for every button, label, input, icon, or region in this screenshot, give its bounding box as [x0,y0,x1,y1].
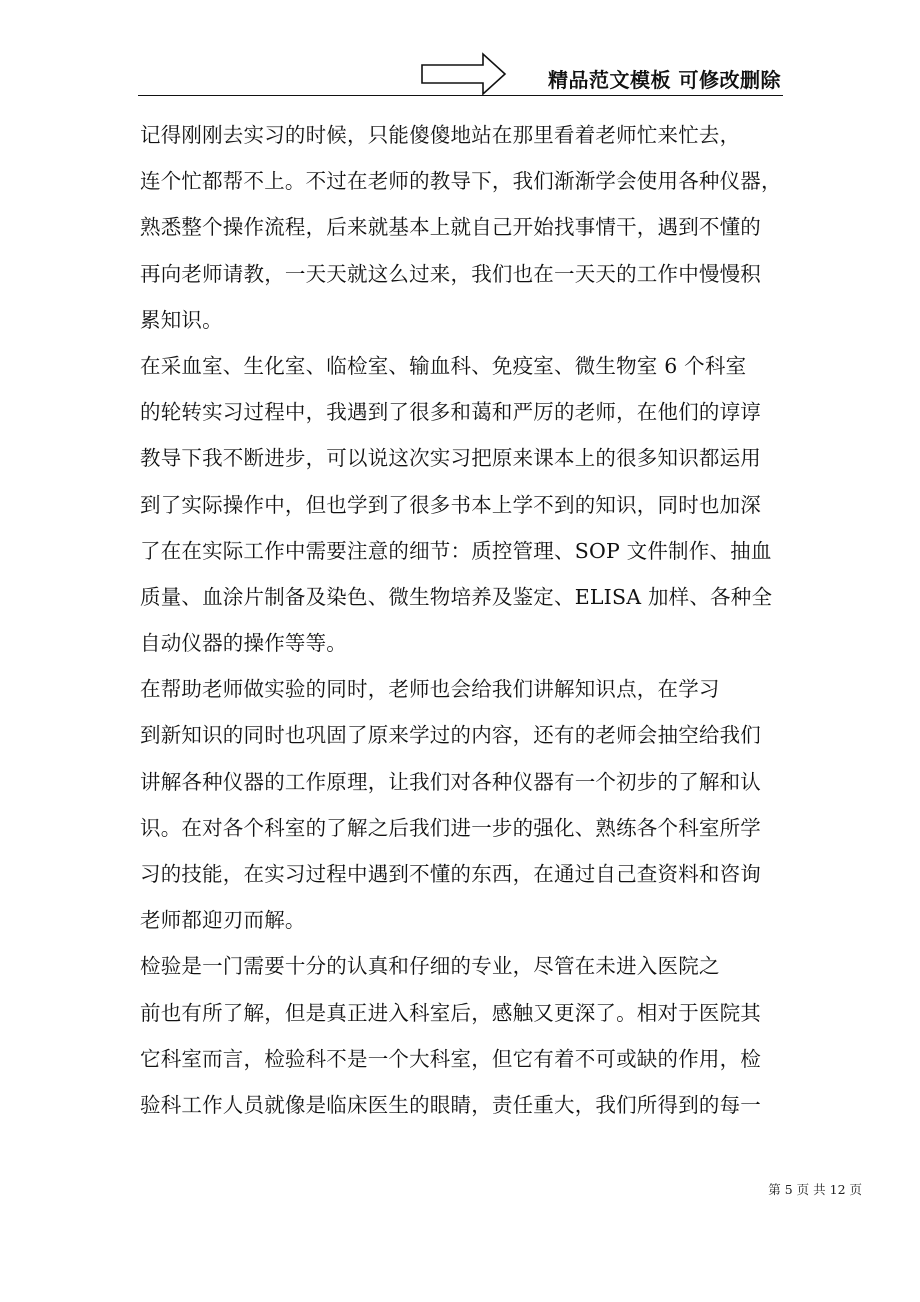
page-number: 第 5 页 共 12 页 [768,1182,862,1197]
text-line: 前也有所了解，但是真正进入科室后，感触又更深了。相对于医院其 [140,1000,761,1025]
text-line: 再向老师请教，一天天就这么过来，我们也在一天天的工作中慢慢积 [140,261,761,286]
arrow-right-icon [421,52,507,96]
text-line: 在帮助老师做实验的同时，老师也会给我们讲解知识点，在学习 [140,677,720,702]
text-line: 连个忙都帮不上。不过在老师的教导下，我们渐渐学会使用各种仪器， [140,169,782,194]
text-line: 在采血室、生化室、临检室、输血科、免疫室、微生物室 6 个科室 [140,353,747,378]
text-line: 自动仪器的操作等等。 [140,631,347,656]
text-line: 它科室而言，检验科不是一个大科室，但它有着不可或缺的作用，检 [140,1046,761,1071]
text-line: 累知识。 [140,307,223,332]
text-line: 的轮转实习过程中，我遇到了很多和蔼和严厉的老师，在他们的谆谆 [140,400,761,425]
page-header [138,48,783,98]
text-line: 讲解各种仪器的工作原理，让我们对各种仪器有一个初步的了解和认 [140,769,761,794]
text-line: 质量、血涂片制备及染色、微生物培养及鉴定、ELISA 加样、各种全 [140,584,773,609]
text-line: 老师都迎刃而解。 [140,908,306,933]
text-line: 识。在对各个科室的了解之后我们进一步的强化、熟练各个科室所学 [140,815,761,840]
text-line: 记得刚刚去实习的时候，只能傻傻地站在那里看着老师忙来忙去， [140,123,741,147]
text-line: 习的技能，在实习过程中遇到不懂的东西，在通过自己查资料和咨询 [140,862,761,886]
header-divider [138,95,783,96]
document-body [140,112,786,1128]
text-line: 到了实际操作中，但也学到了很多书本上学不到的知识，同时也加深 [140,492,761,517]
text-line: 熟悉整个操作流程，后来就基本上就自己开始找事情干，遇到不懂的 [140,215,761,240]
text-line: 了在在实际工作中需要注意的细节：质控管理、SOP 文件制作、抽血 [140,538,772,563]
text-line: 到新知识的同时也巩固了原来学过的内容，还有的老师会抽空给我们 [140,723,761,748]
header-title: 精品范文模板 可修改删除 [548,68,781,92]
text-line: 教导下我不断进步，可以说这次实习把原来课本上的很多知识都运用 [140,446,761,471]
text-line: 检验是一门需要十分的认真和仔细的专业，尽管在未进入医院之 [140,954,720,979]
text-line: 验科工作人员就像是临床医生的眼睛，责任重大，我们所得到的每一 [140,1092,761,1117]
